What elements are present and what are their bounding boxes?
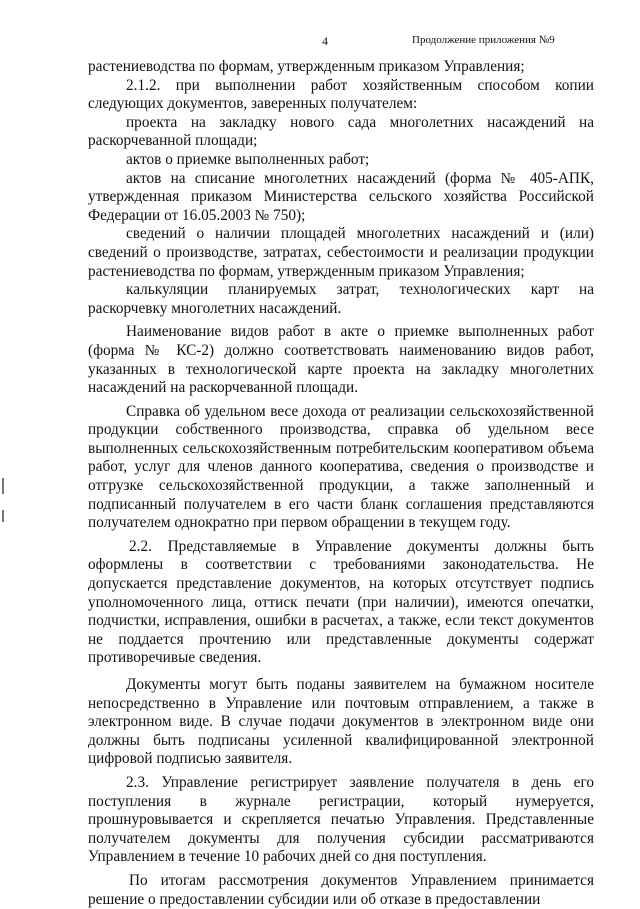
paragraph: Документы могут быть поданы заявителем на бумажном носителе непосредственно в Управление или почтовым отправлением, а также в электронном виде. В случае подачи документов в электронном виде они должны быть подписаны усиленной квалифицированной электронной цифровой подписью заявителя.	[88, 676, 594, 768]
page-number: 4	[322, 34, 328, 48]
paragraph: Справка об удельном весе дохода от реализации сельскохозяйственной продукции собственного производства, справка об удельном весе выполненных сельскохозяйственным потребительским кооперативом объема работ, услуг для членов данного кооператива, сведения о производстве и отгрузке сельскохозяйственной продукции, а также заполненный и подписанный получателем в его части бланк соглашения представляются получателем однократно при первом обращении в текущем году.	[88, 402, 594, 532]
paragraph: актов на списание многолетних насаждений (форма № 405-АПК, утвержденная приказом Министерства сельского хозяйства Российской Федерации от 16.05.2003 № 750);	[88, 169, 594, 224]
binding-mark	[2, 478, 4, 494]
paragraph: 2.2. Представляемые в Управление документы должны быть оформлены в соответствии с требованиями законодательства. Не допускается представление документов, на которых отсутствует подпись уполномоченного лица, оттиск печати (при наличии), имеются опечатки, подчистки, исправления, ошибки в расчетах, а также, если текст документов не поддается прочтению или представленные документы содержат противоречивые сведения.	[88, 537, 594, 667]
paragraph: По итогам рассмотрения документов Управлением принимается решение о предоставлении субсидии или об отказе в предоставлении	[88, 871, 594, 908]
paragraph: актов о приемке выполненных работ;	[126, 150, 370, 168]
document-body	[88, 58, 594, 909]
paragraph: калькуляции планируемых затрат, технологических карт на раскорчевку многолетних насаждений.	[88, 281, 594, 317]
paragraph: Наименование видов работ в акте о приемке выполненных работ (форма № КС-2) должно соответствовать наименованию видов работ, указанных в технологической карте проекта на закладку многолетних насаждений на раскорчеванной площади.	[88, 323, 594, 397]
paragraph: 2.3. Управление регистрирует заявление получателя в день его поступления в журнале регистрации, который нумеруется, прошнуровывается и скрепляется печатью Управления. Представленные получателем документы для получения субсидии рассматриваются Управлением в течение 10 рабочих дней со дня поступления.	[88, 773, 594, 866]
appendix-label: Продолжение приложения №9	[412, 34, 555, 46]
paragraph: сведений о наличии площадей многолетних насаждений и (или) сведений о производстве, затратах, себестоимости и реализации продукции растениеводства по формам, утвержденным приказом Управления;	[88, 225, 594, 280]
paragraph: 2.1.2. при выполнении работ хозяйственным способом копии следующих документов, заверенных получателем:	[88, 76, 594, 113]
binding-mark	[2, 510, 4, 522]
paragraph: проекта на закладку нового сада многолетних насаждений на раскорчеванной площади;	[88, 113, 594, 150]
paragraph: растениеводства по формам, утвержденным приказом Управления;	[88, 58, 525, 75]
